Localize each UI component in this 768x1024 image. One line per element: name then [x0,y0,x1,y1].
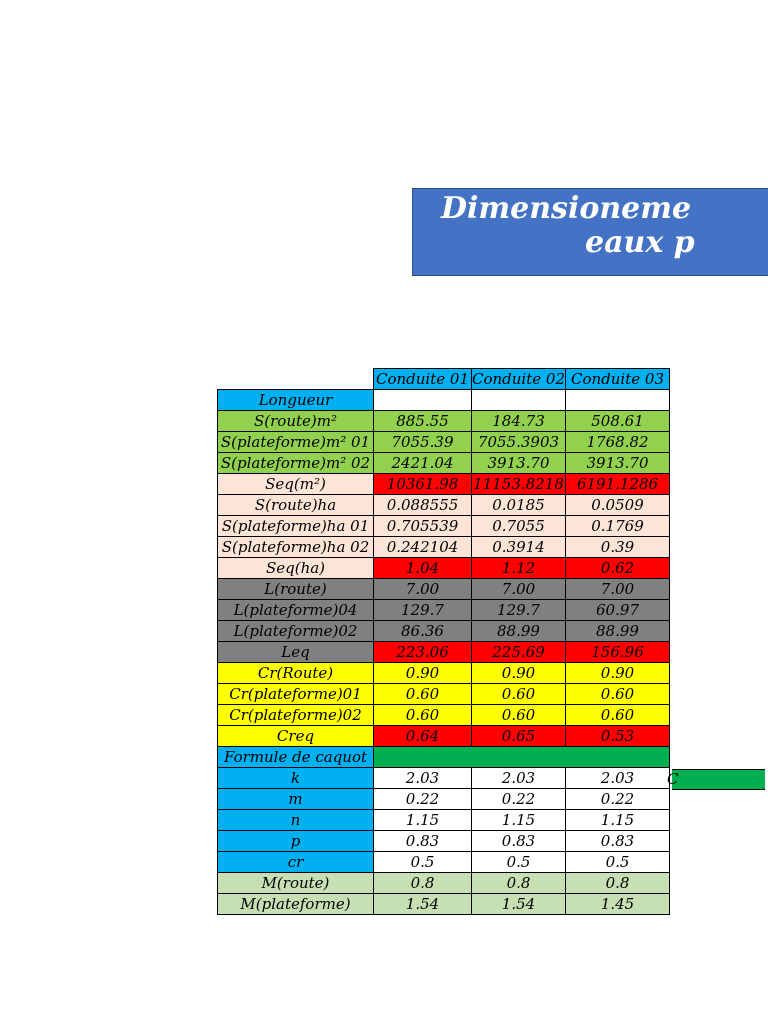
cell[interactable]: 1.45 [566,894,670,915]
cell[interactable]: 0.0509 [566,495,670,516]
formula-merged-cell[interactable] [374,747,670,768]
cell[interactable]: 0.5 [566,852,670,873]
formula-overflow-text: C [667,770,679,788]
cell[interactable]: 86.36 [374,621,472,642]
cell[interactable]: 885.55 [374,411,472,432]
table-row [218,621,670,642]
row-label[interactable]: L(route) [218,579,374,600]
row-label[interactable]: S(plateforme)ha 01 [218,516,374,537]
cell[interactable]: 1768.82 [566,432,670,453]
row-label-longueur[interactable]: Longueur [218,390,374,411]
row-label[interactable]: Seq(ha) [218,558,374,579]
cell[interactable]: 6191.1286 [566,474,670,495]
table-row [218,579,670,600]
cell[interactable]: 0.83 [472,831,566,852]
cell[interactable]: 1.12 [472,558,566,579]
row-label[interactable]: p [218,831,374,852]
row-label[interactable]: Cr(plateforme)02 [218,705,374,726]
cell[interactable]: 184.73 [472,411,566,432]
cell[interactable]: 0.60 [374,705,472,726]
cell[interactable]: 0.8 [374,873,472,894]
cell[interactable]: 0.705539 [374,516,472,537]
table-row [218,705,670,726]
cell[interactable]: 156.96 [566,642,670,663]
cell[interactable]: 129.7 [472,600,566,621]
cell[interactable]: 7055.39 [374,432,472,453]
row-label[interactable]: k [218,768,374,789]
cell[interactable]: 0.22 [472,789,566,810]
longueur-row [218,390,670,411]
table-row [218,831,670,852]
cell[interactable]: 0.64 [374,726,472,747]
row-label[interactable]: n [218,810,374,831]
cell[interactable]: 0.53 [566,726,670,747]
header-row [218,369,670,390]
row-label[interactable]: L(plateforme)02 [218,621,374,642]
table-row [218,810,670,831]
cell[interactable]: 0.60 [472,705,566,726]
cell[interactable]: 0.242104 [374,537,472,558]
table-row [218,852,670,873]
cell[interactable]: 508.61 [566,411,670,432]
table-row [218,474,670,495]
cell[interactable]: 88.99 [566,621,670,642]
table-row [218,642,670,663]
header-conduite-01[interactable]: Conduite 01 [374,369,472,390]
cell[interactable]: 3913.70 [566,453,670,474]
cell[interactable]: 7.00 [472,579,566,600]
cell[interactable]: 0.0185 [472,495,566,516]
table-row [218,537,670,558]
table-row [218,894,670,915]
cell[interactable]: 1.15 [566,810,670,831]
cell[interactable]: 0.83 [566,831,670,852]
cell[interactable]: 0.8 [566,873,670,894]
row-label[interactable]: Cr(plateforme)01 [218,684,374,705]
table-row [218,747,670,768]
row-label[interactable]: m [218,789,374,810]
row-label[interactable]: cr [218,852,374,873]
table-row [218,495,670,516]
row-label[interactable]: Seq(m²) [218,474,374,495]
table-row [218,726,670,747]
cell[interactable]: 11153.8218 [473,475,564,493]
cell[interactable]: 0.22 [374,789,472,810]
cell[interactable]: 0.1769 [566,516,670,537]
cell[interactable] [566,390,670,411]
cell[interactable]: 0.22 [566,789,670,810]
cell[interactable]: 0.60 [566,705,670,726]
cell[interactable] [374,390,472,411]
cell[interactable]: 88.99 [472,621,566,642]
cell[interactable]: 7.00 [374,579,472,600]
cell[interactable]: 2.03 [566,768,670,789]
cell[interactable]: 0.83 [374,831,472,852]
cell[interactable]: 0.60 [472,684,566,705]
cell[interactable]: 0.5 [472,852,566,873]
cell[interactable]: 1.15 [374,810,472,831]
table-row [218,516,670,537]
row-label[interactable]: M(route) [218,873,374,894]
row-label[interactable]: Cr(Route) [218,663,374,684]
row-label[interactable]: S(route)ha [218,495,374,516]
cell[interactable]: 1.54 [374,894,472,915]
cell[interactable]: 225.69 [472,642,566,663]
cell[interactable]: 0.60 [566,684,670,705]
table-row [218,663,670,684]
corner-cell [218,369,374,390]
row-label[interactable]: Leq [218,642,374,663]
cell[interactable]: 0.60 [374,684,472,705]
row-label[interactable]: S(plateforme)ha 02 [218,537,374,558]
row-label[interactable]: M(plateforme) [218,894,374,915]
table-row [218,873,670,894]
cell[interactable]: 0.90 [472,663,566,684]
table-row [218,453,670,474]
cell[interactable]: 0.5 [374,852,472,873]
formula-merged-cell-overflow[interactable] [672,769,765,790]
cell[interactable]: 0.90 [374,663,472,684]
header-conduite-03[interactable]: Conduite 03 [566,369,670,390]
table-row [218,684,670,705]
header-conduite-02[interactable]: Conduite 02 [472,370,565,388]
cell[interactable]: 0.65 [472,726,566,747]
table-row [218,768,670,789]
data-table [217,368,670,915]
row-label[interactable]: S(route)m² [218,411,374,432]
table-row [218,789,670,810]
cell[interactable]: 2.03 [374,768,472,789]
table-row [218,558,670,579]
row-label[interactable]: S(plateforme)m² 01 [218,432,374,453]
table-row [218,411,670,432]
cell[interactable]: 3913.70 [472,453,566,474]
cell[interactable]: 1.54 [472,894,566,915]
row-label[interactable]: L(plateforme)04 [218,600,374,621]
cell[interactable]: 60.97 [566,600,670,621]
cell[interactable]: 0.088555 [374,495,472,516]
table-row [218,432,670,453]
cell[interactable]: 0.39 [566,537,670,558]
cell[interactable]: 0.7055 [472,516,566,537]
cell[interactable]: 7055.3903 [472,432,566,453]
cell[interactable]: 223.06 [374,642,472,663]
cell[interactable]: 1.15 [472,810,566,831]
cell[interactable]: 7.00 [566,579,670,600]
cell[interactable]: 1.04 [374,558,472,579]
cell[interactable]: 10361.98 [374,474,472,495]
cell[interactable] [472,390,566,411]
cell[interactable]: 0.3914 [472,537,566,558]
table-row [218,600,670,621]
row-label[interactable]: Creq [218,726,374,747]
cell[interactable]: 129.7 [374,600,472,621]
row-label[interactable]: S(plateforme)m² 02 [218,453,374,474]
cell[interactable]: 0.90 [566,663,670,684]
title-line-2: eaux p [585,225,695,260]
cell[interactable]: 2421.04 [374,453,472,474]
row-label-formule[interactable]: Formule de caquot [218,747,374,768]
cell[interactable]: 0.62 [566,558,670,579]
title-line-1: Dimensioneme [441,191,692,226]
cell[interactable]: 0.8 [472,873,566,894]
cell[interactable]: 2.03 [472,768,566,789]
